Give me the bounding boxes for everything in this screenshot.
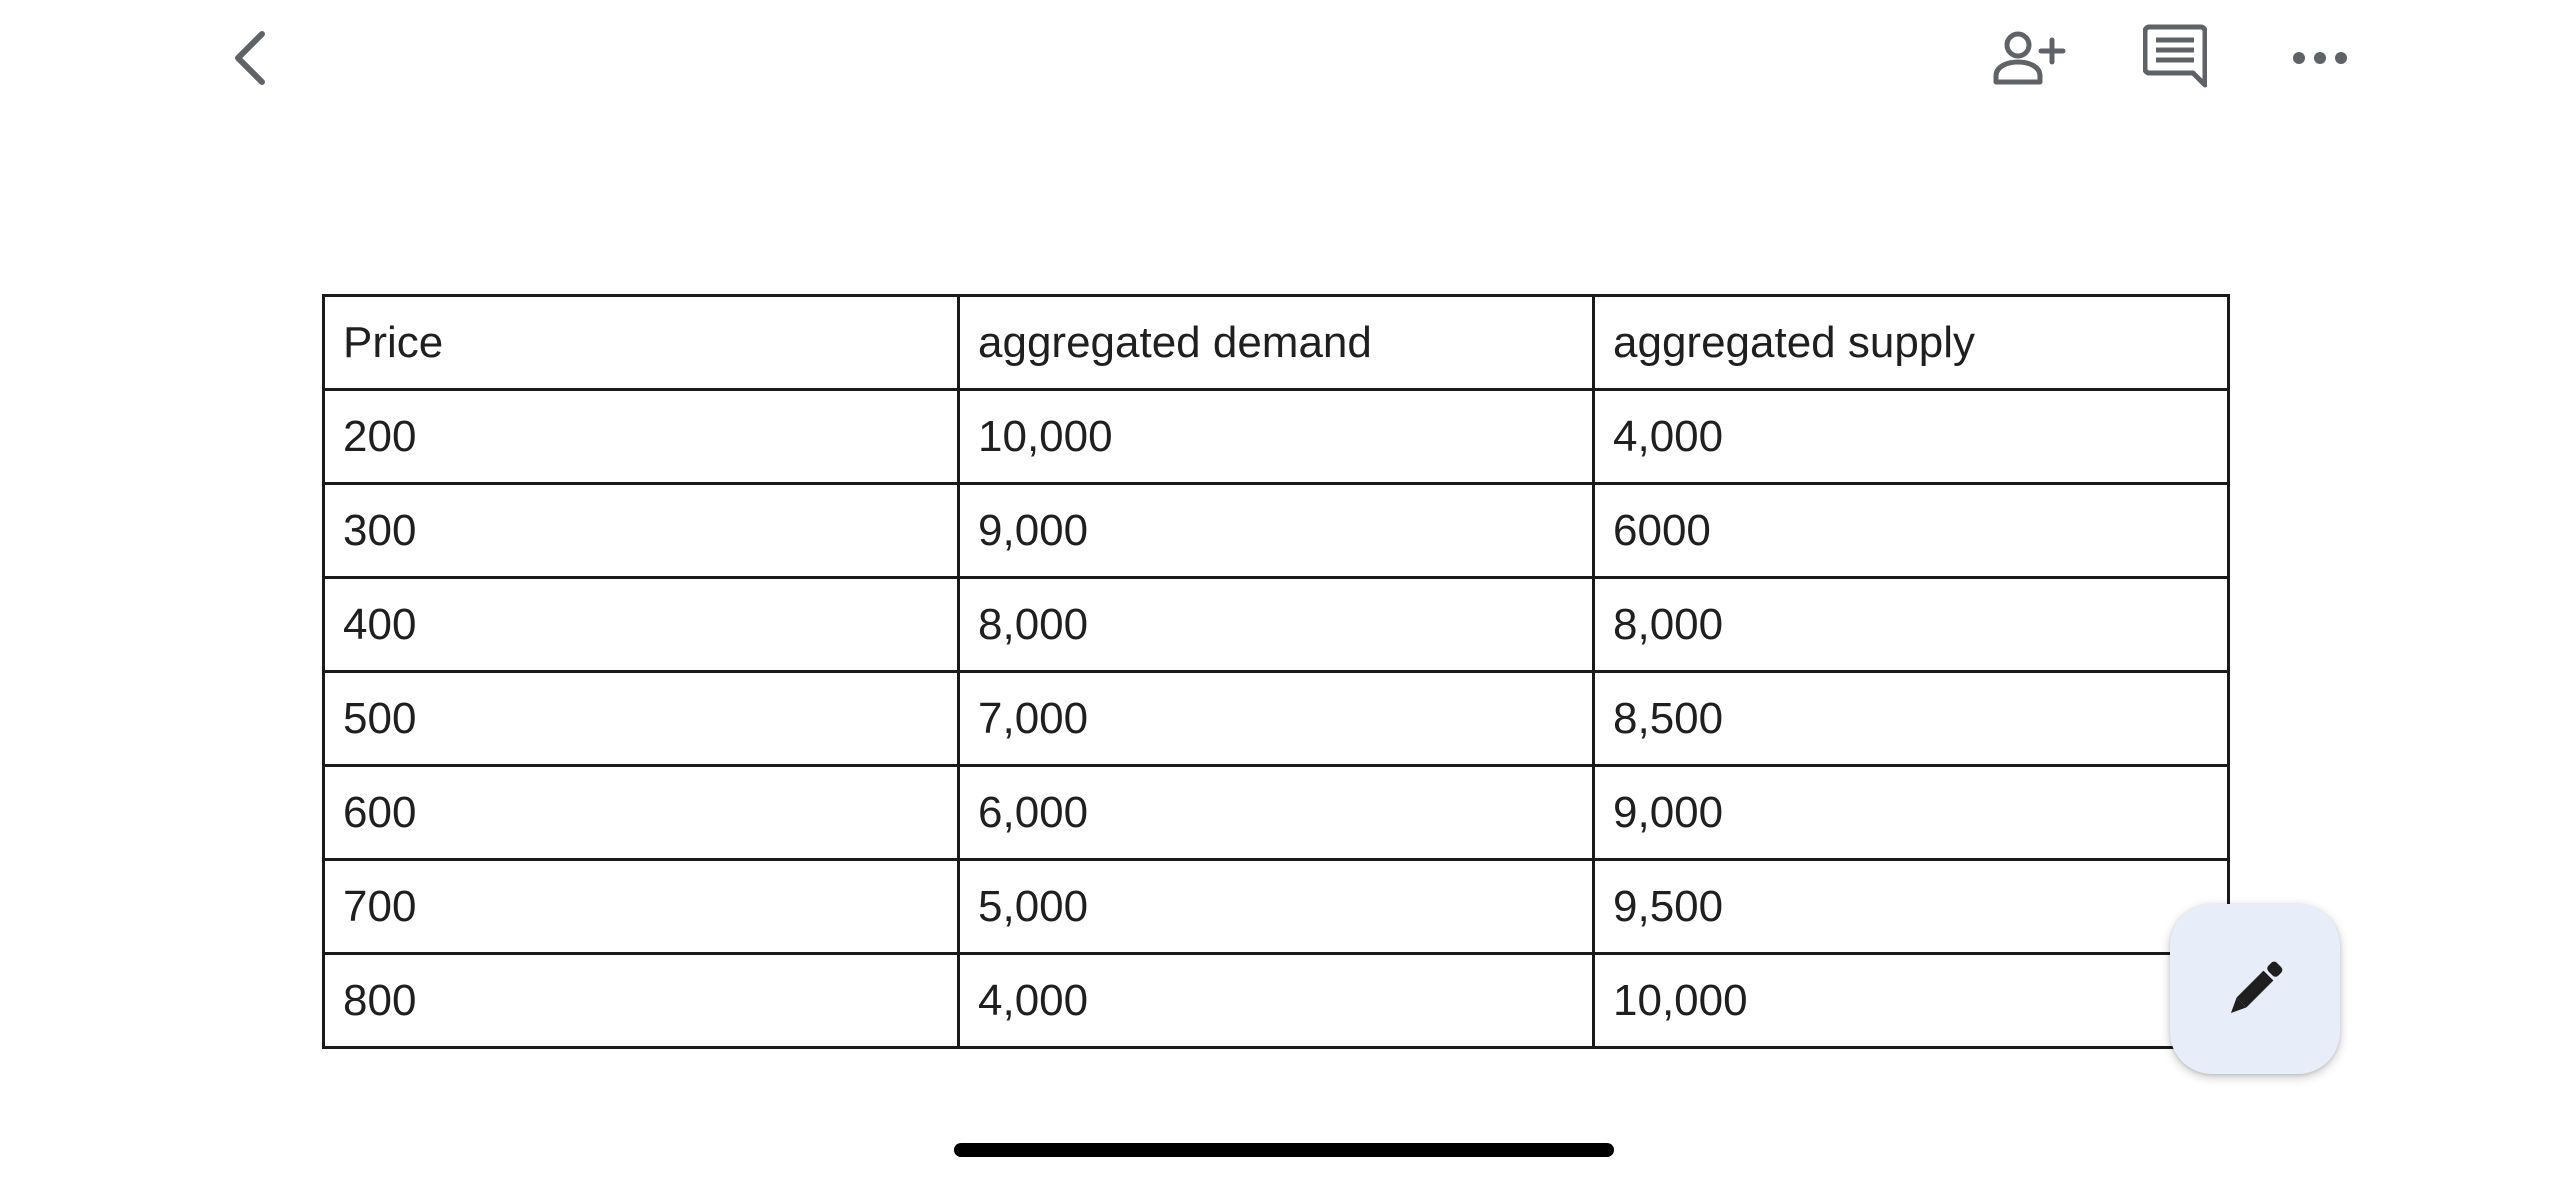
comments-button[interactable] xyxy=(2125,6,2225,106)
table-cell[interactable]: 5,000 xyxy=(959,860,1594,954)
back-button[interactable] xyxy=(200,8,300,108)
table-cell[interactable]: 500 xyxy=(324,672,959,766)
table-header-cell[interactable]: aggregated supply xyxy=(1594,296,2229,390)
table-cell[interactable]: 7,000 xyxy=(959,672,1594,766)
table-cell[interactable]: 700 xyxy=(324,860,959,954)
table-cell[interactable]: 400 xyxy=(324,578,959,672)
table-cell[interactable]: 200 xyxy=(324,390,959,484)
table-row xyxy=(324,672,2229,766)
table-cell[interactable]: 8,500 xyxy=(1594,672,2229,766)
table-cell[interactable]: 9,000 xyxy=(1594,766,2229,860)
home-indicator[interactable] xyxy=(954,1143,1614,1157)
table-header-row xyxy=(324,296,2229,390)
person-add-icon xyxy=(1992,28,2068,88)
table-row xyxy=(324,578,2229,672)
table-cell[interactable]: 10,000 xyxy=(959,390,1594,484)
table-cell[interactable]: 8,000 xyxy=(959,578,1594,672)
table-cell[interactable]: 4,000 xyxy=(1594,390,2229,484)
table-cell[interactable]: 300 xyxy=(324,484,959,578)
table-cell[interactable]: 10,000 xyxy=(1594,954,2229,1048)
price-demand-supply-table xyxy=(322,294,2230,1049)
table-cell[interactable]: 8,000 xyxy=(1594,578,2229,672)
edit-fab-button[interactable] xyxy=(2170,904,2340,1074)
table-header-cell[interactable]: aggregated demand xyxy=(959,296,1594,390)
pencil-icon xyxy=(2219,953,2291,1025)
table-cell[interactable]: 800 xyxy=(324,954,959,1048)
table-cell[interactable]: 6000 xyxy=(1594,484,2229,578)
comment-icon xyxy=(2143,23,2207,89)
chevron-left-icon xyxy=(228,28,272,88)
table-cell[interactable]: 600 xyxy=(324,766,959,860)
table-header-cell[interactable]: Price xyxy=(324,296,959,390)
table-cell[interactable]: 6,000 xyxy=(959,766,1594,860)
table-cell[interactable]: 4,000 xyxy=(959,954,1594,1048)
table-row xyxy=(324,484,2229,578)
more-horizontal-icon xyxy=(2292,50,2348,66)
table-cell[interactable]: 9,500 xyxy=(1594,860,2229,954)
share-add-person-button[interactable] xyxy=(1980,8,2080,108)
table-row xyxy=(324,390,2229,484)
more-options-button[interactable] xyxy=(2270,8,2370,108)
table-row xyxy=(324,954,2229,1048)
table-row xyxy=(324,860,2229,954)
table-row xyxy=(324,766,2229,860)
table-cell[interactable]: 9,000 xyxy=(959,484,1594,578)
document-table-container xyxy=(322,294,2230,1049)
